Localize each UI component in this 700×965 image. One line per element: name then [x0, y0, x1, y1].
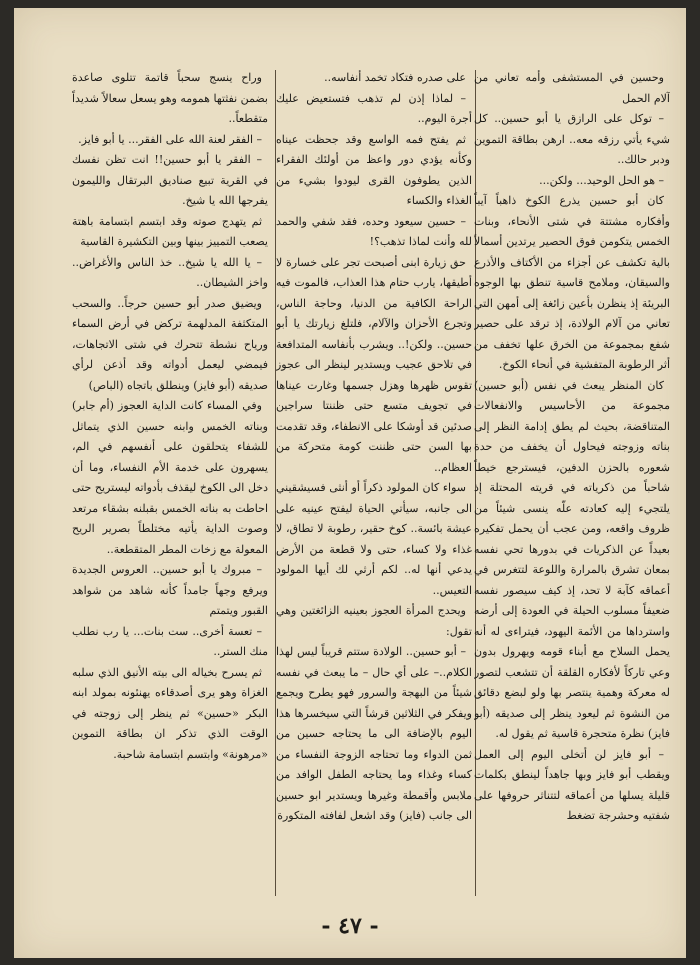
- paragraph: ويضيق صدر أبو حسين حرجاً.. والسحب المتكثفة المدلهمة تركض في أرض السماء ورياح نشطة تتحرك في شتى الاتجاهات، فيمضي ليعمل أدواته وقد أذعن لرأي صديقه (أبو فايز) وينطلق باتجاه (الباص): [72, 296, 268, 392]
- paragraph: على صدره فتكاد تخمد أنفاسه..: [324, 71, 466, 84]
- paragraph: سواء كان المولود ذكراً أو أنثى فسيشقيني الى جانبه، سيأتي الحياة ليفتح عينيه على عيشة بائسة.. كوخ حقير، رطوبة لا تطاق، لا غذاء ولا كساء، حتى ولا قطعة من الأرض يدعي أنها له.. لكم أرثي لك أيها المولود التعيس..: [276, 481, 472, 597]
- paragraph: وفي المساء كانت الداية العجوز (أم جابر) وبناته الخمس وابنه حسين الذي يتماثل للشفاء يتحلقون على أنفسهم في الم، يسهرون على خدمة الأم النفساء، وما أن دخل الى الكوخ ليقذف بأدواته ليستريح حتى احاطت به بناته الخمس بقبلنه بشقاء مرتعد وصوت الداية يأتيه مختلطاً بصرير الريح المعولة مع زخات المطر المتقطعة..: [72, 399, 268, 556]
- page-number: - ٤٧ -: [321, 913, 379, 939]
- paragraph: – لماذا إذن لم تذهب فتستعيض عليك أجرة اليوم..: [276, 91, 472, 125]
- paragraph: – حسين سيعود وحده، فقد شفي والحمد لله وأنت لماذا تذهب؟!: [276, 214, 472, 248]
- paragraph: ثم يتهدج صوته وقد ابتسم ابتسامة باهتة يصعب التمييز بينها وبين التكشيرة القاسية: [72, 214, 268, 248]
- paragraph: – أبو حسين.. الولادة ستتم قريباً ليس لهذا الكلام..– على أي حال – ما يبعث في نفسه شيئاً من البهجة والسرور فهو يطرح ويجمع ويفكر في الثلاثين قرشاً التي سيخسرها هذا اليوم بالإضافة الى ما يحتاجه حسين من ثمن الدواء وما تحتاجه الزوجة النفساء من كساء وغذاء وما يحتاجه الطفل الوافد من ملابس وأقمطة وغيرها ويستدير ابو حسين الى جانب (فايز) وقد اشعل لفافته المتكورة: [276, 645, 472, 822]
- paragraph: – الفقر يا أبو حسين!! انت تظن نفسك في القرية تبيع صناديق البرتقال والليمون يفرجها الله يا شيخ.: [72, 153, 268, 207]
- paragraph: ثم يفتح فمه الواسع وقد جحظت عيناه وكأنه يؤدي دور واعظ من أولئك الفقراء الذين يطوفون القرى ليودوا بشيء من الغذاء والكساء: [276, 132, 472, 207]
- paragraph: – مبروك يا أبو حسين.. العروس الجديدة ويرفع وجهاً جامداً كأنه شاهد من شواهد القبور ويتمتم: [72, 563, 268, 617]
- paragraph: ويحدج المرأة العجوز بعينيه الزائغتين وهي تقول:: [276, 604, 472, 638]
- paragraph: – هو الحل الوحيد... ولكن...: [539, 173, 664, 187]
- paragraph: – الفقر لعنة الله على الفقر... يا أبو فايز.: [78, 132, 262, 146]
- paragraph: – أبو فايز لن أتخلى اليوم إلى العمل ويقطب أبو فايز وبها جاهداً لينطق بكلمات قليلة يسلها من أعماقه لتتناثر حروفها على شفتيه وحشرجة تضغط: [474, 747, 670, 822]
- paragraph: ثم يسرح بخياله الى بيته الأنيق الذي سلبه الغزاة وهو يرى أصدقاءه يهنئونه بمولد ابنه البكر «حسين» ثم ينظر إلى زوجته في الوقت الذي تذكر ان بطاقة التموين «مرهونة» وابتسم ابتسامة شاحبة.: [72, 665, 268, 761]
- paragraph: حق زيارة ابنى أصبحت تجر على خسارة لا أطيقها، يارب حتام هذا العذاب، فالموت فيه الراحة الكافية من الدنيا، وحاجة الناس، وتجرع الأحزان والآلام، فلتلغ زيارتك يا أبو حسين.. ولكن!.. ويشرب بأنفاسه المتدافعة في تلاحق عجيب ويستدير لينظر الى عجوز تقوس ظهرها وهزل جسمها وغارت عيناها في تجويف متسع حتى ظننتا سراجين صدئين قد أوشكا على الانطفاء، وقد تقدمت بها السن حتى ظننت كومة متحركة من العظام..: [276, 255, 472, 474]
- paragraph: كان أبو حسين يذرع الكوخ ذاهباً آيباً وأفكاره مشتتة في شتى الأنحاء، وبنات الخمس يتكومن فوق الحصير يرتدين أسمالاً بالية تكشف عن أجزاء من الأكتاف والأذرع والسيقان، وملامح قاسية تنطق بها الوجوه البريئة إذ ينظرن بأعين زائغة إلى أمهن التي تعاني من آلام الولادة، إذ ترقد على حصير شفع بمجموعة من الخرق علها تخفف من أثر الرطوبة المتفشية في أنحاء الكوخ.: [474, 194, 670, 371]
- paragraph: – تعسة أخرى.. ست بنات... يا رب نطلب منك الستر..: [72, 624, 268, 658]
- paragraph: وحسين في المستشفى وأمه تعاني من آلام الحمل: [474, 71, 670, 105]
- text-column-right: [474, 68, 670, 898]
- text-column-middle: [276, 68, 472, 898]
- paragraph: – يا الله يا شيخ.. خذ الناس والأغراض.. واخز الشيطان..: [72, 255, 268, 289]
- paragraph: كان المنظر يبعث في نفس (أبو حسين) مجموعة من الأحاسيس والانفعالات المتناقضة، بحيث لم يطق إدامة النظر إلى بناته وزوجته فيحاول أن يخفف من حدة شعوره بالحزن الدفين، فيسترجع خيطاً شاحباً من ذكرياته في قريته المحتلة إذ يلتجيء إليه كعادته علّه ينسى شيئاً من ظروف واقعه، ومن عجب أن يحمل تفكيره بعيداً عن الذكريات في بدورها تحي نفسه بمعان تشرق بالمرارة واللوعة لتتغرس في أعماقه كآبة لا تحد، إذ كيف سيصور نفسه ضعيفاً مسلوب الحيلة في العودة إلى أرضه واسترداها من الأئمة اليهود، فيتراءى له أنه يحمل السلاح مع أبناء قومه ويهرول بدون وعي تاركاً لأفكاره القلقة أن تتشعب لتصور له معركة وهمية ينتصر بها ولو لبضع دقائق من النشوة ثم ليعود ينظر إلى صديقه (أبو فايز) نظرة متحجرة قاسية ثم يقول له.: [474, 378, 670, 740]
- paragraph: وراح ينسج سحباً قاتمة تتلوى صاعدة بضمن نفثتها همومه وهو يسعل سعالاً شديداً متقطعاً..: [72, 71, 268, 125]
- paragraph: – توكل على الرازق يا أبو حسين.. كل شيء يأتي رزقه معه.. ارهن بطاقة التموين ودبر حالك..: [474, 112, 670, 166]
- magazine-page: [14, 8, 686, 958]
- text-column-left: [72, 68, 268, 898]
